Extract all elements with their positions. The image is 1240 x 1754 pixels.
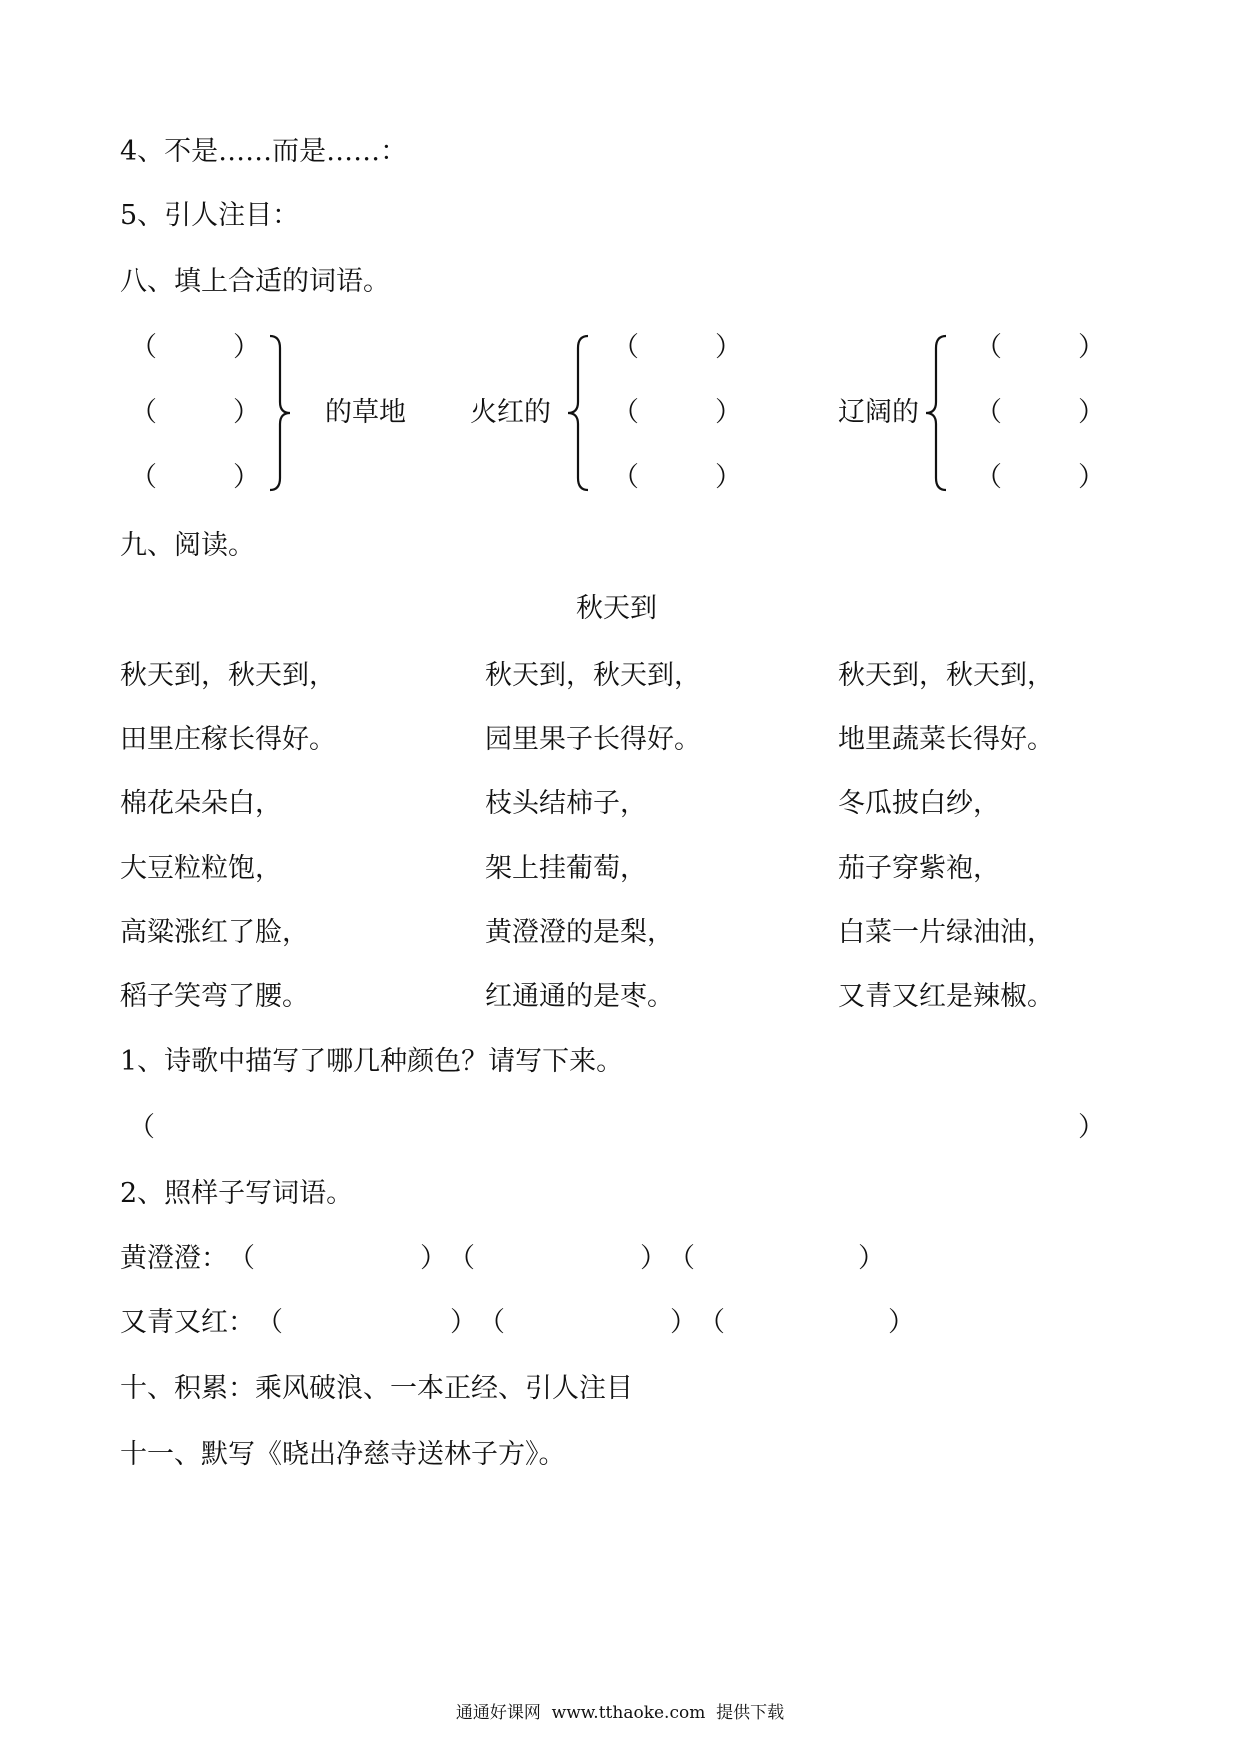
example-label: 又青又红： <box>120 1307 255 1338</box>
left-brace-icon <box>566 334 592 492</box>
blank-open: （ <box>612 462 639 493</box>
question-5: 5、引人注目： <box>120 200 300 231</box>
blank-open: （ <box>448 1243 475 1274</box>
blank-close: ） <box>1078 332 1105 363</box>
blank-open: （ <box>256 1307 283 1338</box>
section-9-title: 九、阅读。 <box>120 530 255 561</box>
section-10: 十、积累：乘风破浪、一本正经、引人注目 <box>120 1373 633 1404</box>
section-11: 十一、默写《晓出净慈寺送林子方》。 <box>120 1439 566 1470</box>
blank-close: ） <box>450 1307 477 1338</box>
question-4: 4、不是……而是……： <box>120 136 408 167</box>
blank-open: （ <box>975 332 1002 363</box>
poem-line: 秋天到，秋天到， <box>838 660 1054 691</box>
blank-open: （ <box>228 1243 255 1274</box>
group-label: 辽阔的 <box>838 397 919 428</box>
blank-close: ） <box>715 397 742 428</box>
blank-open: （ <box>612 397 639 428</box>
reading-question-1: 1、诗歌中描写了哪几种颜色？请写下来。 <box>120 1046 624 1077</box>
group-label: 的草地 <box>325 397 406 428</box>
poem-line: 田里庄稼长得好。 <box>120 724 336 755</box>
blank-open: （ <box>975 462 1002 493</box>
example-label: 黄澄澄： <box>120 1243 228 1274</box>
poem-line: 枝头结柿子， <box>485 788 647 819</box>
poem-line: 红通通的是枣。 <box>485 981 674 1012</box>
blank-close: ） <box>888 1307 915 1338</box>
answer-blank-open: （ <box>128 1112 155 1143</box>
poem-title: 秋天到 <box>576 593 657 624</box>
poem-line: 园里果子长得好。 <box>485 724 701 755</box>
blank-close: ） <box>670 1307 697 1338</box>
blank-open: （ <box>478 1307 505 1338</box>
blank-close: ） <box>715 332 742 363</box>
blank-close: ） <box>715 462 742 493</box>
poem-line: 又青又红是辣椒。 <box>838 981 1054 1012</box>
blank-open: （ <box>612 332 639 363</box>
blank-open: （ <box>130 332 157 363</box>
poem-line: 黄澄澄的是梨， <box>485 917 674 948</box>
blank-close: ） <box>233 462 260 493</box>
poem-line: 棉花朵朵白， <box>120 788 282 819</box>
blank-close: ） <box>233 397 260 428</box>
blank-open: （ <box>698 1307 725 1338</box>
poem-line: 高粱涨红了脸， <box>120 917 309 948</box>
poem-line: 白菜一片绿油油， <box>838 917 1054 948</box>
poem-line: 冬瓜披白纱， <box>838 788 1000 819</box>
left-brace-icon <box>924 334 950 492</box>
section-8-title: 八、填上合适的词语。 <box>120 266 390 297</box>
blank-close: ） <box>1078 397 1105 428</box>
poem-line: 秋天到，秋天到， <box>485 660 701 691</box>
blank-close: ） <box>420 1243 447 1274</box>
poem-line: 茄子穿紫袍， <box>838 853 1000 884</box>
poem-line: 地里蔬菜长得好。 <box>838 724 1054 755</box>
blank-close: ） <box>1078 462 1105 493</box>
group-label: 火红的 <box>470 397 551 428</box>
page-footer: 通通好课网 www.tthaoke.com 提供下载 <box>455 1703 785 1723</box>
blank-open: （ <box>130 397 157 428</box>
poem-line: 秋天到，秋天到， <box>120 660 336 691</box>
blank-open: （ <box>130 462 157 493</box>
blank-close: ） <box>858 1243 885 1274</box>
poem-line: 架上挂葡萄， <box>485 853 647 884</box>
reading-question-2: 2、照样子写词语。 <box>120 1178 354 1209</box>
poem-line: 大豆粒粒饱， <box>120 853 282 884</box>
poem-line: 稻子笑弯了腰。 <box>120 981 309 1012</box>
right-brace-icon <box>266 334 292 492</box>
blank-close: ） <box>640 1243 667 1274</box>
answer-blank-close: ） <box>1078 1112 1105 1143</box>
blank-open: （ <box>668 1243 695 1274</box>
blank-close: ） <box>233 332 260 363</box>
blank-open: （ <box>975 397 1002 428</box>
